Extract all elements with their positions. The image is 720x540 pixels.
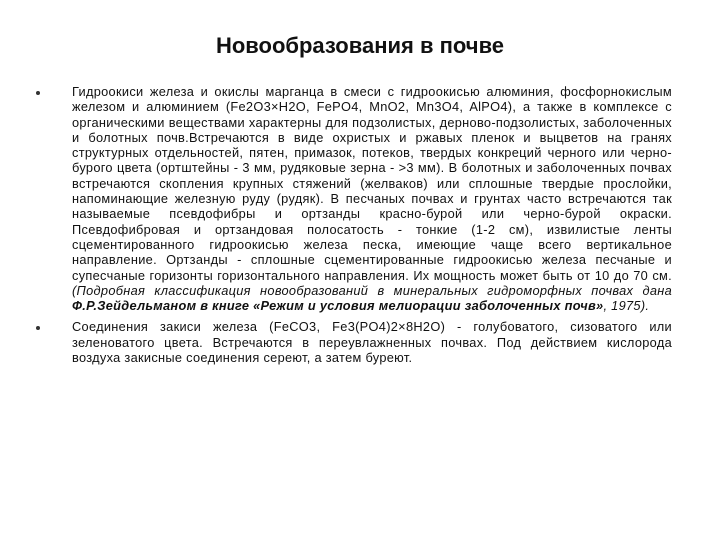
bullet-main-text: Гидроокиси железа и окислы марганца в смеси с гидроокисью алюминия, фосфорнокислым железом и алюминием (Fe2O3×H2O, FePO4, MnO2, Mn3O4, AlPO4), а также в комплексе с органическими веществами характерны для подзолистых, дерново-подзолистых, заболоченных и болотных почв.Встречаются в виде охристых и ржавых пленок и выцветов на гранях структурных отдельностей, пятен, примазок, потеков, твердых конкреций черного или черно-бурого цвета (ортштейны - 3 мм, рудяковые зерна - >3 мм). В болотных и заболоченных почвах встречаются скопления крупных стяжений (желваков) или сплошные твердые прослойки, напоминающие железную руду (рудяк). В песчаных почвах и грунтах часто встречаются так называемые псевдофибры и ортзанды красно-бурой или черно-бурой окраски. Псевдофибровая и ортзандовая полосатость - тонкие (1-2 см), извилистые ленты сцементированного гидроокисью железа песка, имеющие чаще всего вертикальное направление. Ортзанды - сплошные сцементированные гидроокисью железа песчаные и супесчаные горизонты горизонтального направления. Их мощность может быть от 10 до 70 см. (72, 84, 672, 283)
bullet-item-ferrous-compounds (36, 319, 672, 365)
bullet-list (36, 84, 672, 371)
bullet-item-iron-oxides (36, 84, 672, 313)
citation-intro: (Подробная классификация новообразований в минеральных гидроморфных почвах дана (72, 282, 672, 298)
citation-end: , 1975). (603, 298, 650, 314)
bullet-dot-icon (36, 91, 40, 95)
bullet-text (72, 84, 672, 313)
bullet-dot-icon (36, 326, 40, 330)
citation-author: Ф.Р.Зейдельманом в книге «Режим и условия мелиорации заболоченных почв» (72, 298, 604, 314)
slide-title: Новообразования в почве (215, 33, 505, 58)
bullet-text: Соединения закиси железа (FeCO3, Fe3(PO4)2×8H2O) - голубоватого, сизоватого или зеленоватого цвета. Встречаются в переувлажненных почвах. Под действием кислорода воздуха закисные соединения сереют, а затем буреют. (72, 319, 672, 366)
